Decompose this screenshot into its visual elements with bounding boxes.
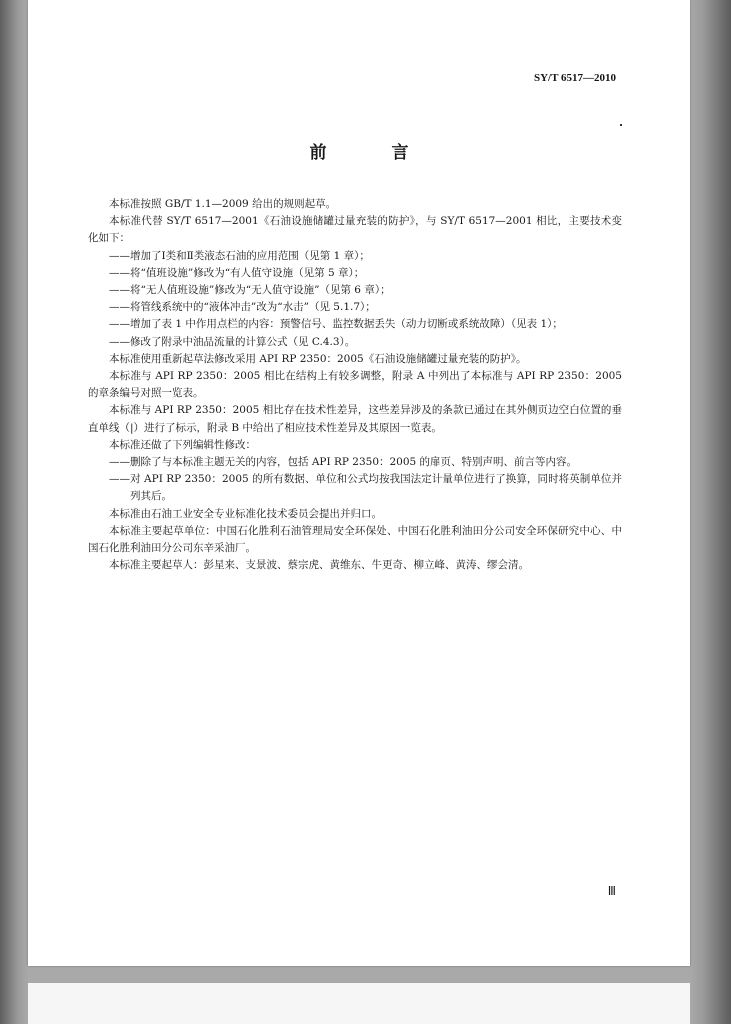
paragraph: 本标准主要起草单位：中国石化胜利石油管理局安全环保处、中国石化胜利油田分公司安全环保研究中心、中国石化胜利油田分公司东辛采油厂。 bbox=[88, 524, 622, 555]
list-item: ——增加了表 1 中作用点栏的内容：预警信号、监控数据丢失（动力切断或系统故障）（见表 1）； bbox=[109, 318, 563, 331]
list-item: ——删除了与本标准主题无关的内容，包括 API RP 2350：2005 的扉页、特别声明、前言等内容。 bbox=[109, 456, 578, 469]
list-item: ——将“值班设施”修改为“有人值守设施（见第 5 章）； bbox=[109, 266, 365, 279]
paragraph: 本标准由石油工业安全专业标准化技术委员会提出并归口。 bbox=[109, 507, 382, 520]
document-page bbox=[28, 0, 690, 966]
paragraph: 本标准使用重新起草法修改采用 API RP 2350：2005《石油设施储罐过量充装的防护》。 bbox=[109, 352, 527, 365]
page-number: Ⅲ bbox=[607, 884, 616, 898]
paragraph: 本标准还做了下列编辑性修改： bbox=[109, 438, 256, 451]
paragraph: 本标准按照 GB/T 1.1—2009 给出的规则起草。 bbox=[109, 198, 337, 210]
list-item: ——增加了Ⅰ类和Ⅱ类液态石油的应用范围（见第 1 章）； bbox=[109, 249, 370, 262]
list-item: ——将“无人值班设施”修改为“无人值守设施”（见第 6 章）； bbox=[109, 284, 391, 297]
paragraph: 本标准代替 SY/T 6517—2001《石油设施储罐过量充装的防护》，与 SY/T 6517—2001 相比，主要技术变化如下： bbox=[88, 215, 622, 245]
page-title: 前 言 bbox=[309, 143, 433, 163]
standard-code: SY/T 6517—2010 bbox=[533, 72, 616, 84]
paragraph: 本标准与 API RP 2350：2005 相比存在技术性差异，这些差异涉及的条款已通过在其外侧页边空白位置的垂直单线（|）进行了标示，附录 B 中给出了相应技术性差异及其原因一览表。 bbox=[88, 404, 622, 434]
scan-speck bbox=[620, 124, 622, 126]
paragraph: 本标准与 API RP 2350：2005 相比在结构上有较多调整，附录 A 中列出了本标准与 API RP 2350：2005 的章条编号对照一览表。 bbox=[88, 370, 622, 400]
list-item: ——对 API RP 2350：2005 的所有数据、单位和公式均按我国法定计量单位进行了换算，同时将英制单位并列其后。 bbox=[109, 473, 622, 503]
list-item: ——将管线系统中的“液体冲击”改为“水击”（见 5.1.7）； bbox=[109, 301, 376, 314]
list-item: ——修改了附录中油品流量的计算公式（见 C.4.3）。 bbox=[109, 335, 356, 348]
next-page-edge bbox=[28, 983, 690, 1024]
foreword-body bbox=[88, 196, 622, 574]
paragraph: 本标准主要起草人：彭星来、支景波、蔡宗虎、黄维东、牛更奇、柳立峰、黄涛、缪会清。 bbox=[109, 559, 529, 572]
